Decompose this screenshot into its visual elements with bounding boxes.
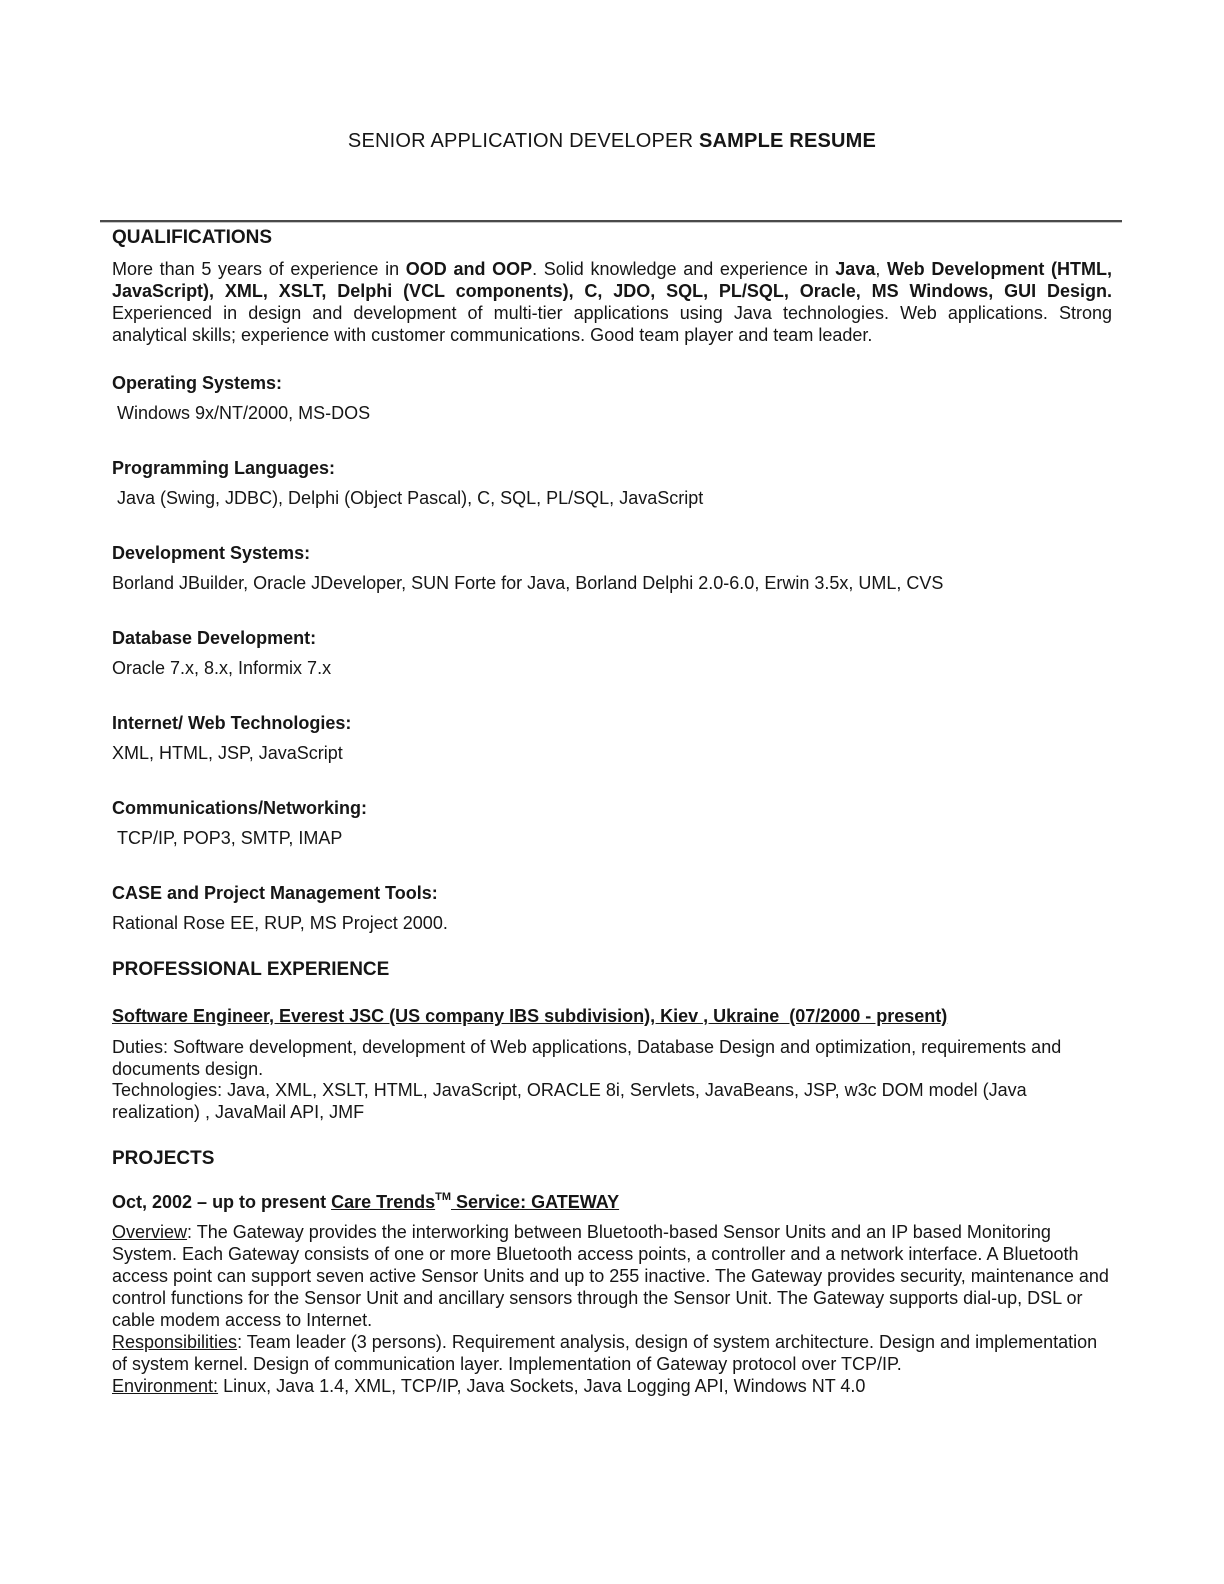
project-date-range: Oct, 2002 – up to present — [112, 1192, 332, 1212]
projects-heading: PROJECTS — [112, 1148, 215, 1169]
job-duties: Duties: Software development, development of Web applications, Database Design and optimization, requirements and documents design. — [112, 1037, 1062, 1079]
skill-section-development-systems — [112, 542, 1112, 594]
skill-category-value: Windows 9x/NT/2000, MS-DOS — [112, 403, 371, 423]
skill-section-communications — [112, 797, 1112, 849]
summary-segment: Experienced in design and development of multi-tier applications using Java technologies. Web applications. Strong analytical skills; experience with customer communications. Good team player and team leader. — [112, 303, 1112, 345]
skill-category-value: Rational Rose EE, RUP, MS Project 2000. — [112, 913, 448, 933]
qualifications-heading: QUALIFICATIONS — [112, 227, 273, 248]
document-title — [112, 0, 1112, 154]
skill-category-value: Oracle 7.x, 8.x, Informix 7.x — [112, 658, 332, 678]
document-title-bold: SAMPLE RESUME — [699, 130, 877, 152]
skill-section-internet-web — [112, 712, 1112, 764]
summary-segment-bold: Web Development (HTML, JavaScript), XML, XSLT, Delphi (VCL components), C, JDO, SQL, PL/SQL, Oracle, MS Windows, GUI Design. — [112, 259, 1112, 301]
professional-experience-heading: PROFESSIONAL EXPERIENCE — [112, 959, 390, 980]
skill-category-value: Java (Swing, JDBC), Delphi (Object Pascal), C, SQL, PL/SQL, JavaScript — [112, 488, 704, 508]
skill-category-label: Communications/Networking: — [112, 798, 368, 818]
project-overview — [112, 1221, 1112, 1331]
environment-text: Linux, Java 1.4, XML, TCP/IP, Java Sockets, Java Logging API, Windows NT 4.0 — [218, 1376, 866, 1396]
qualifications-summary — [112, 258, 1112, 346]
skill-section-operating-systems — [112, 372, 1112, 424]
skill-category-label: Internet/ Web Technologies: — [112, 713, 352, 733]
job-description — [112, 1037, 1112, 1123]
summary-segment-bold: OOD and OOP — [405, 259, 533, 279]
project-name: Care Trends — [331, 1192, 436, 1212]
project-responsibilities — [112, 1331, 1112, 1375]
skills-list — [112, 372, 1112, 934]
responsibilities-label: Responsibilities — [112, 1332, 238, 1352]
skill-category-label: Operating Systems: — [112, 373, 283, 393]
section-divider-line — [100, 220, 1122, 223]
project-name-suffix: Service: GATEWAY — [451, 1192, 620, 1212]
skill-category-label: Programming Languages: — [112, 458, 336, 478]
skill-category-value: XML, HTML, JSP, JavaScript — [112, 743, 343, 763]
skill-section-case-tools — [112, 882, 1112, 934]
summary-segment: , — [875, 259, 887, 279]
project-details — [112, 1221, 1112, 1397]
skill-category-label: CASE and Project Management Tools: — [112, 883, 438, 903]
project-title — [112, 1190, 1112, 1214]
job-title: Software Engineer, Everest JSC (US company IBS subdivision), Kiev , Ukraine (07/2000 - present) — [112, 1006, 948, 1026]
skill-category-value: Borland JBuilder, Oracle JDeveloper, SUN Forte for Java, Borland Delphi 2.0-6.0, Erwin 3.5x, UML, CVS — [112, 573, 944, 593]
skill-category-label: Development Systems: — [112, 543, 311, 563]
skill-category-value: TCP/IP, POP3, SMTP, IMAP — [112, 828, 343, 848]
summary-segment: . Solid knowledge and experience in — [532, 259, 836, 279]
job-technologies: Technologies: Java, XML, XSLT, HTML, JavaScript, ORACLE 8i, Servlets, JavaBeans, JSP, w3c DOM model (Java realization) , JavaMail API, JMF — [112, 1080, 1027, 1122]
responsibilities-text: : Team leader (3 persons). Requirement analysis, design of system architecture. Design and implementation of system kernel. Design of communication layer. Implementation of Gateway protocol over TCP/IP. — [112, 1332, 1103, 1374]
summary-segment: More than 5 years of experience in — [112, 259, 406, 279]
skill-section-programming-languages — [112, 457, 1112, 509]
skill-category-label: Database Development: — [112, 628, 317, 648]
skill-section-database-development — [112, 627, 1112, 679]
environment-label: Environment: — [112, 1376, 219, 1396]
document-title-regular: SENIOR APPLICATION DEVELOPER — [347, 130, 699, 152]
project-environment — [112, 1375, 1112, 1397]
summary-segment-bold: Java — [835, 259, 876, 279]
overview-text: : The Gateway provides the interworking between Bluetooth-based Sensor Units and an IP based Monitoring System. Each Gateway consists of one or more Bluetooth access points, a controller and a network interface. A Bluetooth access point can support seven active Sensor Units and up to 255 inactive. The Gateway provides security, maintenance and control functions for the Sensor Unit and ancillary sensors through the Sensor Unit. The Gateway supports dial-up, DSL or cable modem access to Internet. — [112, 1222, 1114, 1330]
overview-label: Overview — [112, 1222, 188, 1242]
trademark-superscript: TM — [435, 1191, 452, 1203]
